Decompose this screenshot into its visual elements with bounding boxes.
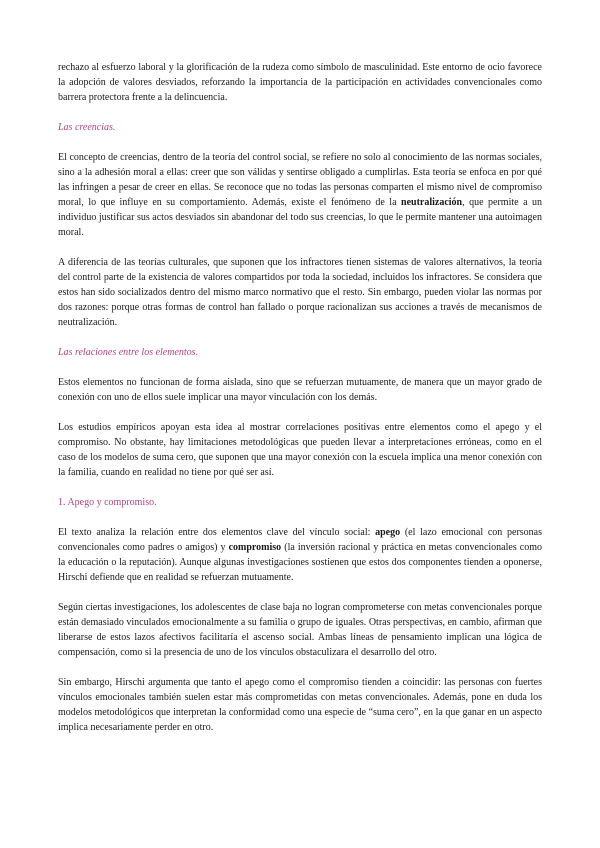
bold-term-neutralizacion: neutralización [401,197,463,208]
text-span: El texto analiza la relación entre dos elementos clave del vínculo social: [58,527,376,538]
bold-term-apego: apego [375,527,401,538]
document-page [58,60,542,750]
paragraph-relaciones-2: Los estudios empíricos apoyan esta idea al mostrar correlaciones positivas entre elementos como el apego y el compromiso. No obstante, hay limitaciones metodológicas que pueden llevar a interpretaciones erróneas, como en el caso de los modelos de suma cero, que suponen que una mayor conexión con la escuela implica una menor conexión con la familia, cuando en realidad no tiene por qué ser así. [58,422,543,478]
paragraph-apego-2: Según ciertas investigaciones, los adolescentes de clase baja no logran comprometerse con metas convencionales porque están demasiado vinculados emocionalmente a su familia o grupo de iguales. Otras perspectivas, en cambio, afirman que liberarse de estos lazos afectivos facilitaría el ascenso social. Ambas líneas de pensamiento implican una lógica de compensación, como si la presencia de uno de los vínculos obstaculizara el desarrollo del otro. [58,602,542,658]
text-span: , que permite a un individuo justificar sus actos desviados sin abandonar del todo sus creencias, lo que le permite mantener una autoimagen moral. [58,197,543,238]
text-span: (el lazo emocional con personas convencionales como padres o amigos) y [58,527,542,553]
paragraph-creencias-2: A diferencia de las teorías culturales, que suponen que los infractores tienen sistemas de valores alternativos, la teoría del control parte de la existencia de valores compartidos por toda la sociedad, incluidos los infractores. Se considera que estos han sido socializados dentro del mismo marco normativo que el resto. Sin embargo, pueden violar las normas por dos razones: porque otras formas de control han fallado o porque racionalizan sus acciones a través de mecanismos de neutralización. [58,257,542,328]
paragraph-apego-1 [58,525,542,585]
heading-apego-compromiso: 1. Apego y compromiso. [58,497,157,508]
paragraph-intro: rechazo al esfuerzo laboral y la glorificación de la rudeza como símbolo de masculinidad. Este entorno de ocio favorece la adopción de valores desviados, reforzando la importancia de la participación en actividades convencionales como barrera protectora frente a la delincuencia. [58,62,542,103]
heading-relaciones: Las relaciones entre los elementos. [58,347,199,358]
bold-term-compromiso: compromiso [228,542,282,553]
heading-creencias: Las creencias. [58,122,116,133]
paragraph-creencias-1 [58,150,542,240]
paragraph-relaciones-1: Estos elementos no funcionan de forma aislada, sino que se refuerzan mutuamente, de manera que un mayor grado de conexión con uno de ellos suele implicar una mayor vinculación con los demás. [58,377,542,403]
text-span: (la inversión racional y práctica en metas convencionales como la educación o la reputación). Aunque algunas investigaciones sostienen que estos dos componentes tienden a oponerse, Hirschi defiende que en realidad se refuerzan mutuamente. [58,542,542,583]
text-span: El concepto de creencias, dentro de la teoría del control social, se refiere no solo al conocimiento de las normas sociales, sino a la adhesión moral a ellas: creer que son válidas y sentirse obligado a cumplirlas. Esta teoría se enfoca en por qué las infringen a pesar de creer en ellas. Se reconoce que no todas las personas comparten el mismo nivel de compromiso moral, lo que influye en su comportamiento. Además, existe el fenómeno de la [58,152,542,208]
paragraph-apego-3: Sin embargo, Hirschi argumenta que tanto el apego como el compromiso tienden a coincidir: las personas con fuertes vínculos emocionales también suelen estar más comprometidas con metas convencionales. Además, pone en duda los modelos metodológicos que interpretan la conformidad como una especie de “suma cero”, en la que ganar en un aspecto implica necesariamente perder en otro. [58,677,542,733]
